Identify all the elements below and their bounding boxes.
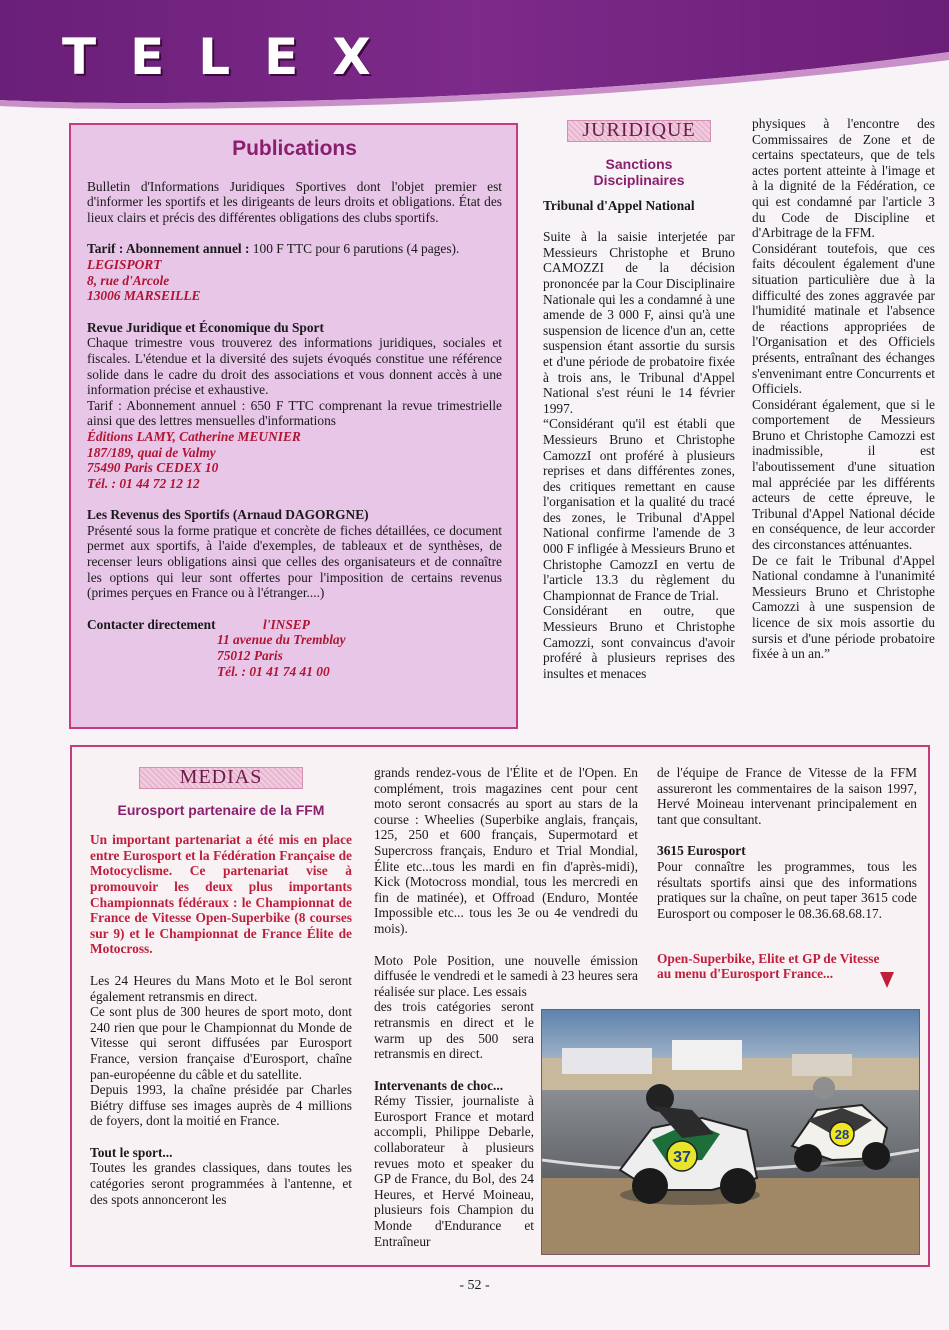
lamy-phone: Tél. : 01 44 72 12 12: [87, 475, 200, 491]
medias-para-4: Toutes les grandes classiques, dans toutes les catégories seront programmées à l'antenne, et des spots annonceront les: [90, 1160, 352, 1207]
bike-number-37: 37: [673, 1149, 691, 1166]
juridique-para-3: Considérant en outre, que Messieurs Bruno et Christophe Camozzi, sont convaincus d'avoir proféré à plusieurs reprises des insultes et menaces: [543, 603, 735, 681]
lamy-name: Éditions LAMY, Catherine MEUNIER: [87, 428, 301, 444]
page-number: - 52 -: [459, 1278, 490, 1293]
juridique-column-right: [752, 116, 935, 662]
medias-column-1: [90, 767, 352, 1207]
medias-para-8: Rémy Tissier, journaliste à Eurosport France et motard accompli, Philippe Debarle, collaborateur à plusieurs revues moto et speaker du GP de France, du Bol, des 24 Heures, et Hervé Moineau, plusieurs fois Champion du Monde d'Endurance et Entraîneur: [374, 1093, 534, 1249]
juridique-para-6: Considérant également, que si le comportement de Messieurs Bruno et Christophe Camozzi est inadmissible, il est l'aboutissement d'une situation mal appréciée par les différents acteurs de cette épreuve, le Tribunal d'Appel National décide en conséquence, de leur accorder des circonstances atténuantes.: [752, 396, 935, 553]
medias-para-5: grands rendez-vous de l'Élite et de l'Open. En complément, trois magazines cent pour cent moto seront consacrés au sport au stars de la course : Wheelies (Superbike anglais, français, 125, 250 et 600 français, Supermotard et Supercross français, Enduro et Trial Mondial, Élite etc...tous les mardi en fin d'après-midi), Kick (Motocross mondial, tous les mercredi en fin de matinée), et Offroad (Enduro, Montée Impossible etc... tous les 3e ou 4e vendredi du mois).: [374, 765, 638, 936]
tarif-line: [87, 241, 502, 257]
insep-name: l'INSEP: [263, 616, 310, 632]
revue-text: Chaque trimestre vous trouverez des informations juridiques, sociales et fiscales. L'étendue et la diversité des sujets évoqués constitue une référence solide dans le cadre du droit des associations et vous donnent accès à une information précise et exhaustive.: [87, 335, 502, 398]
revue-title: Revue Juridique et Économique du Sport: [87, 319, 324, 335]
revue-tarif: Tarif : Abonnement annuel : 650 F TTC comprenant la revue trimestrielle ainsi que des lettres mensuelles d'informations: [87, 397, 502, 429]
insep-street: 11 avenue du Tremblay: [217, 632, 346, 648]
lamy-city: 75490 Paris CEDEX 10: [87, 460, 219, 476]
juridique-para-4: physiques à l'encontre des Commissaires de Zone et de certains spectateurs, que de tels actes portent atteinte à l'image et à la dignité de la Fédération, ce qui est condamné par l'article 3 du Code de Discipline et d'Arbitrage de la FFM.: [752, 116, 935, 241]
minitel-heading: 3615 Eurosport: [657, 843, 746, 859]
medias-para-6: Moto Pole Position, une nouvelle émission diffusée le vendredi et le samedi à 23 heures sera réalisée sur place. Les essais: [374, 952, 638, 999]
race-photo: [541, 1009, 920, 1255]
eurosport-subhead: Eurosport partenaire de la FFM: [117, 801, 325, 818]
lamy-street: 187/189, quai de Valmy: [87, 444, 216, 460]
medias-para-9: de l'équipe de France de Vitesse de la FFM assureront les commentaires de la saison 1997, Hervé Moineau intervenant principalement en tant que consultant.: [657, 765, 917, 827]
medias-para-10: Pour connaître les programmes, tous les résultats sportifs ainsi que des informations pratiques sur la chaîne, on peut taper 3615 code Eurosport ou composer le 08.36.68.68.17.: [657, 858, 917, 921]
medias-lead: Un important partenariat a été mis en place entre Eurosport et la Fédération Française de Motocyclisme. Ce partenariat vise à promouvoir les deux plus importants Championnats fédéraux : le Championnat de France de Vitesse Open-Superbike (8 courses sur 9) et le Championnat de France Élite de Motocross.: [90, 832, 352, 957]
publications-box: [69, 123, 518, 729]
promo-caption: Open-Superbike, Elite et GP de Vitesse au menu d'Eurosport France...: [657, 950, 880, 982]
tarif-text: 100 F TTC pour 6 parutions (4 pages).: [249, 241, 460, 257]
publications-title: Publications: [232, 137, 357, 160]
legisport-street: 8, rue d'Arcole: [87, 272, 170, 288]
revenus-text: Présenté sous la forme pratique et concrète de fiches détaillées, ce document permet aux sportifs, à l'aide d'exemples, de tableaux et de synthèses, de recenser leurs obligations ainsi que celles des organisateurs et de connaître les options qui leur sont offertes pour l'imposition de certains revenus (primes perçues en France ou à l'étranger....): [87, 522, 502, 601]
sport-heading: Tout le sport...: [90, 1144, 173, 1160]
sanctions-subhead-1: Sanctions: [605, 155, 673, 172]
publications-intro: Bulletin d'Informations Juridiques Sportives dont l'objet premier est d'informer les sportifs et les dirigeants de leurs droits et obligations. État des lieux clairs et précis des différentes obligations des clubs sportifs.: [87, 178, 502, 225]
medias-para-2: Ce sont plus de 300 heures de sport moto, dont 240 rien que pour le Championnat du Monde de Vitesse qui seront diffusées par Eurosport France, version française d'Eurosport, chaîne pan-européenne du câble et du satellite.: [90, 1004, 352, 1082]
tarif-label: Tarif : Abonnement annuel :: [87, 241, 250, 257]
tribunal-heading: Tribunal d'Appel National: [543, 197, 695, 213]
medias-column-3: [657, 765, 917, 995]
bike-number-28: 28: [834, 1127, 850, 1142]
down-arrow-icon: [880, 972, 894, 988]
juridique-para-5: Considérant toutefois, que ces faits découlent également d'une situation particulière due à la difficulté des zones aggravée par l'humidité matinale et l'absence de réactions appropriées de l'Organisation et des Officiels présents, entraînant des échanges s'envenimant entre Concurrents et Officiels.: [752, 240, 935, 397]
juridique-column: [543, 120, 735, 681]
contact-label: Contacter directement: [87, 616, 216, 632]
medias-box: [70, 745, 930, 1267]
medias-para-7: des trois catégories seront retransmis en direct et le warm up des 500 sera retransmis en direct.: [374, 999, 534, 1062]
juridique-para-1: Suite à la saisie interjetée par Messieurs Christophe et Bruno CAMOZZI de la décision prononcée par la Cour Disciplinaire Nationale qui les a condamné à une amende de 3 000 F, ainsi qu'à une suspension de licence d'un an, cette suspension étant assortie du sursis et d'une période de probatoire fixée à trois ans, le Tribunal d'Appel National s'est réuni le 14 février 1997.: [543, 229, 735, 416]
revenus-title: Les Revenus des Sportifs (Arnaud DAGORGNE): [87, 507, 369, 523]
contact-row: [87, 617, 502, 633]
intervenants-heading: Intervenants de choc...: [374, 1077, 504, 1093]
medias-para-1: Les 24 Heures du Mans Moto et le Bol seront également retransmis en direct.: [90, 972, 352, 1004]
legisport-name: LEGISPORT: [87, 256, 162, 272]
medias-tag: MEDIAS: [139, 767, 304, 789]
insep-city: 75012 Paris: [217, 648, 283, 664]
sanctions-subhead-2: Disciplinaires: [593, 171, 685, 188]
page-title: TELEX: [62, 28, 405, 86]
insep-phone: Tél. : 01 41 74 41 00: [217, 663, 330, 679]
juridique-para-2: “Considérant qu'il est établi que Messieurs Bruno et Christophe CamozzI ont proféré à plusieurs reprises et dans différentes zones, des critiques remettant en cause l'organisation et la qualité du tracé des zones, le Tribunal d'Appel National confirme l'amende de 3 000 F infligée à Messieurs Bruno et Christophe CamozzI en vertu de l'article 13.3 du règlement du Championnat de France de Trial.: [543, 416, 735, 603]
legisport-city: 13006 MARSEILLE: [87, 288, 201, 304]
juridique-tag: JURIDIQUE: [567, 120, 710, 142]
medias-para-3: Depuis 1993, la chaîne présidée par Charles Biétry diffuse ses images auprès de 4 millions de foyers, dont la moitié en France.: [90, 1082, 352, 1129]
juridique-para-7: De ce fait le Tribunal d'Appel National condamne à l'unanimité Messieurs Bruno et Christophe Camozzi à une suspension de licence de six mois assortie du sursis et d'une période probatoire fixée à un an.”: [752, 552, 935, 662]
